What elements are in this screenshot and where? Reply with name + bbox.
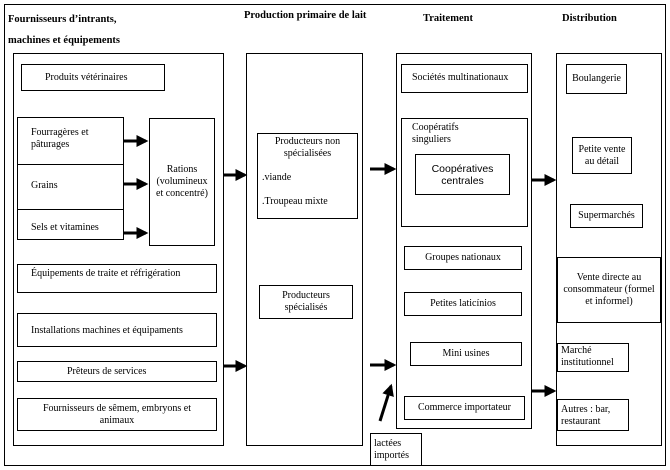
box-commerce-importer: Commerce importateur bbox=[404, 396, 525, 420]
box-service-providers: Prêteurs de services bbox=[17, 361, 217, 382]
box-imported-dairy: lactées importés bbox=[370, 433, 422, 466]
box-forage-pasture: Fourragères et pâturages bbox=[31, 127, 89, 150]
box-supermarkets: Supermarchés bbox=[570, 204, 643, 228]
box-multinationals: Sociétés multinationaux bbox=[401, 64, 528, 93]
box-rations: Rations (volumineux et concentré) bbox=[149, 118, 215, 246]
non-specialised-meat: .viande bbox=[262, 172, 292, 183]
box-veterinary-products: Produits vétérinaires bbox=[21, 64, 165, 91]
header-suppliers: Fournisseurs d’intrants, machines et équipements bbox=[8, 14, 120, 46]
box-national-groups: Groupes nationaux bbox=[404, 246, 522, 270]
box-bakery: Boulangerie bbox=[566, 64, 627, 94]
box-semen-embryos: Fournisseurs de sêmem, embryons et animaux bbox=[17, 398, 217, 431]
singular-cooperatives-label: Coopératifs singuliers bbox=[412, 122, 459, 145]
box-salts-vitamins: Sels et vitamines bbox=[31, 222, 99, 233]
box-specialised-producers: Producteurs spécialisés bbox=[259, 285, 353, 319]
header-primary-production: Production primaire de lait bbox=[244, 10, 367, 21]
box-grains: Grains bbox=[31, 180, 58, 191]
box-central-cooperatives: Coopératives centrales bbox=[415, 154, 510, 195]
box-mini-plants: Mini usines bbox=[410, 342, 522, 366]
box-small-dairies: Petites laticínios bbox=[404, 292, 522, 316]
non-specialised-mixed: .Troupeau mixte bbox=[262, 196, 328, 207]
arrow-imported-to-processing bbox=[380, 386, 391, 421]
box-small-retail: Petite vente au détail bbox=[572, 137, 632, 174]
box-direct-sales: Vente directe au consommateur (formel et informel) bbox=[557, 257, 661, 323]
header-distribution: Distribution bbox=[562, 13, 617, 24]
box-installations: Installations machines et équipaments bbox=[17, 313, 217, 347]
box-other-bar-restaurant: Autres : bar, restaurant bbox=[557, 399, 629, 431]
non-specialised-title: Producteurs non spécialisées bbox=[274, 136, 341, 159]
box-milking-equipment: Équipements de traite et réfrigération bbox=[17, 264, 217, 293]
box-institutional-market: Marché institutionnel bbox=[557, 343, 629, 372]
header-processing: Traitement bbox=[423, 13, 473, 24]
